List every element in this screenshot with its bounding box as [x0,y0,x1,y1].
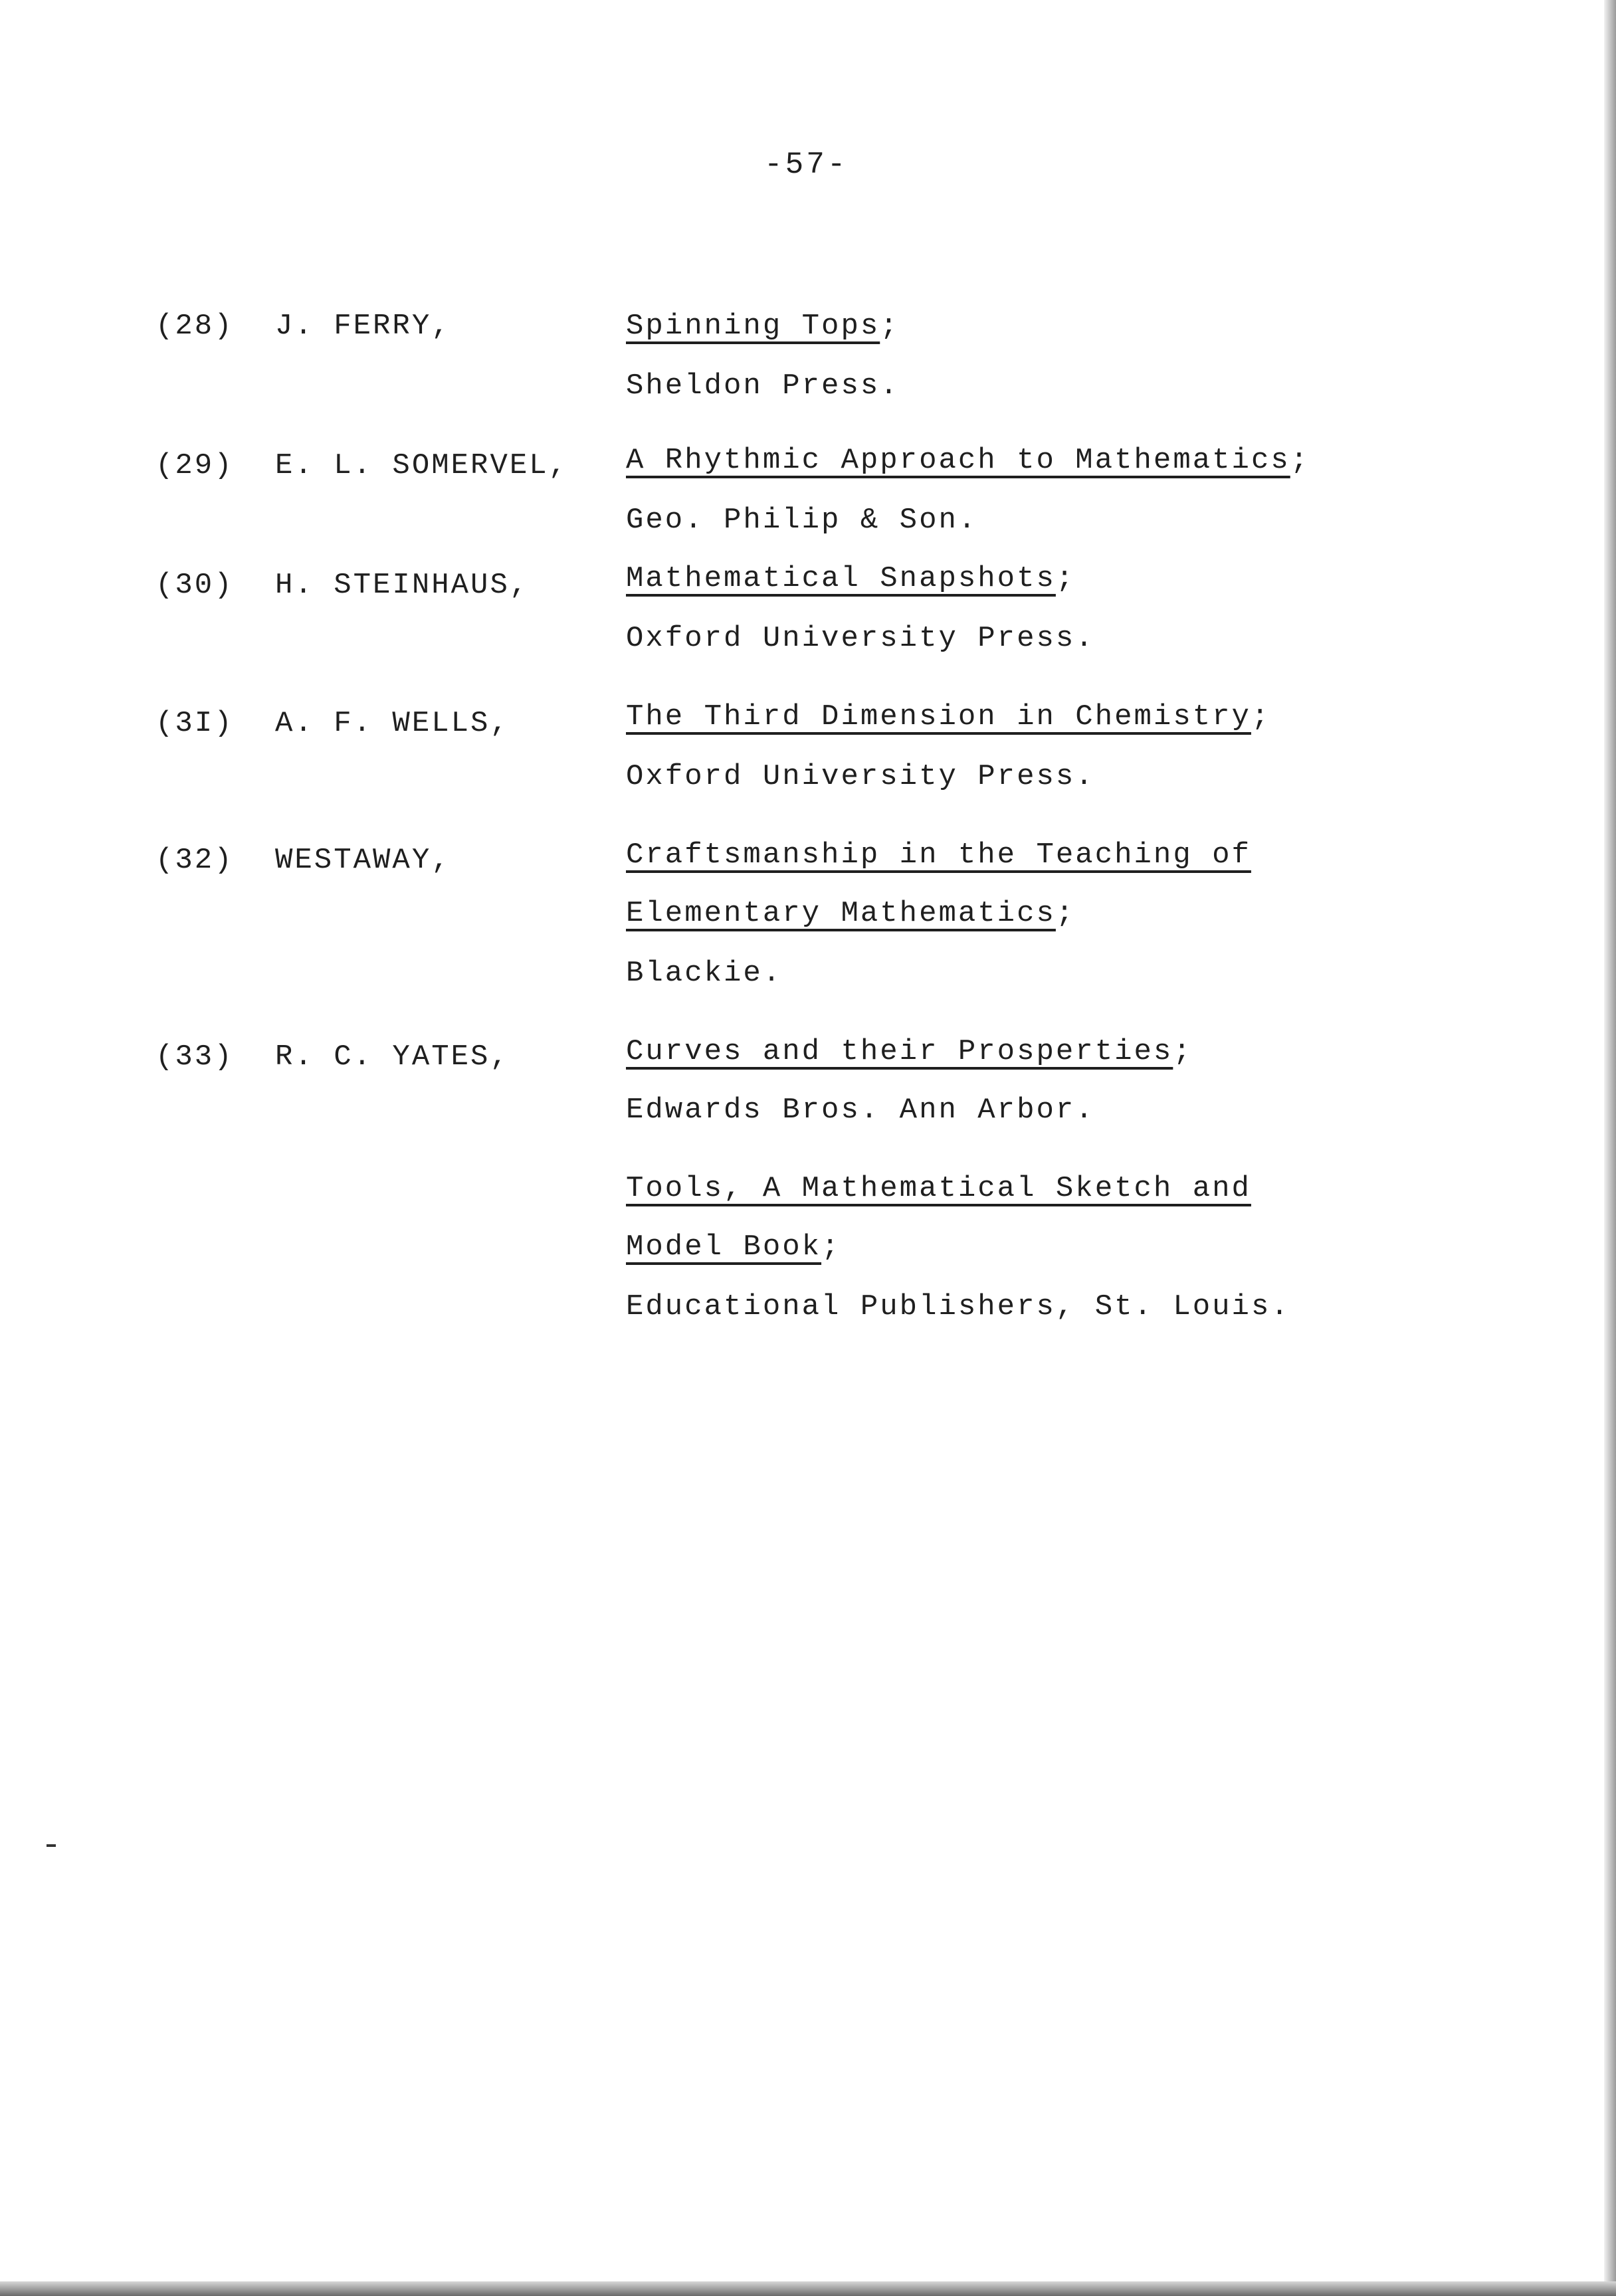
entry-title-line [626,310,900,343]
entry-title-text: A Rhythmic Approach to Mathematics [626,444,1290,477]
entry-author: E. L. SOMERVEL, [275,449,569,482]
entry-author: J. FERRY, [275,310,451,343]
entry-publisher-line: Geo. Philip & Son. [626,504,978,537]
entry-title-line [626,562,1075,595]
entry-title-suffix: ; [821,1230,841,1264]
entry-author: A. F. WELLS, [275,707,510,740]
entry-number: (32) [155,844,234,877]
entry-title-text: Mathematical Snapshots [626,562,1056,595]
page-edge-shadow-right [1604,0,1616,2296]
page-edge-shadow-bottom [0,2281,1616,2296]
entry-number: (28) [155,310,234,343]
entry-title-text: Spinning Tops [626,310,880,343]
entry-title-text: Curves and their Prosperties [626,1035,1173,1068]
page-number: -57- [764,147,849,182]
entry-number: (30) [155,569,234,602]
entry-publisher-line: Sheldon Press. [626,369,900,403]
entry-title-line [626,1035,1193,1068]
entry-title-suffix: ; [1055,562,1076,595]
entry-publisher-line: Blackie. [626,957,783,990]
entry-number: (29) [155,449,234,482]
entry-publisher-line: Educational Publishers, St. Louis. [626,1290,1290,1323]
entry-title-line [626,444,1310,477]
entry-publisher-line: Oxford University Press. [626,622,1095,655]
entry-title-line [626,897,1075,930]
entry-title-line [626,700,1270,733]
entry-title-line [626,838,1251,872]
stray-mark [47,1844,56,1847]
entry-title-text: Model Book [626,1230,822,1264]
entry-title-text: Craftsmanship in the Teaching of [626,838,1251,872]
entry-publisher-line: Oxford University Press. [626,760,1095,793]
entry-title-suffix: ; [880,310,900,343]
entry-title-suffix: ; [1251,700,1271,733]
entry-title-suffix: ; [1290,444,1310,477]
entry-number: (3I) [155,707,234,740]
entry-number: (33) [155,1040,234,1074]
entry-title-text: Elementary Mathematics [626,897,1056,930]
entry-author: H. STEINHAUS, [275,569,530,602]
entry-publisher-line: Edwards Bros. Ann Arbor. [626,1094,1095,1127]
entry-title-line [626,1230,841,1264]
entry-title-line [626,1172,1251,1205]
entry-title-suffix: ; [1173,1035,1193,1068]
entry-author: R. C. YATES, [275,1040,510,1074]
entry-title-suffix: ; [1055,897,1076,930]
entry-title-text: Tools, A Mathematical Sketch and [626,1172,1251,1205]
entry-author: WESTAWAY, [275,844,451,877]
entry-title-text: The Third Dimension in Chemistry [626,700,1251,733]
